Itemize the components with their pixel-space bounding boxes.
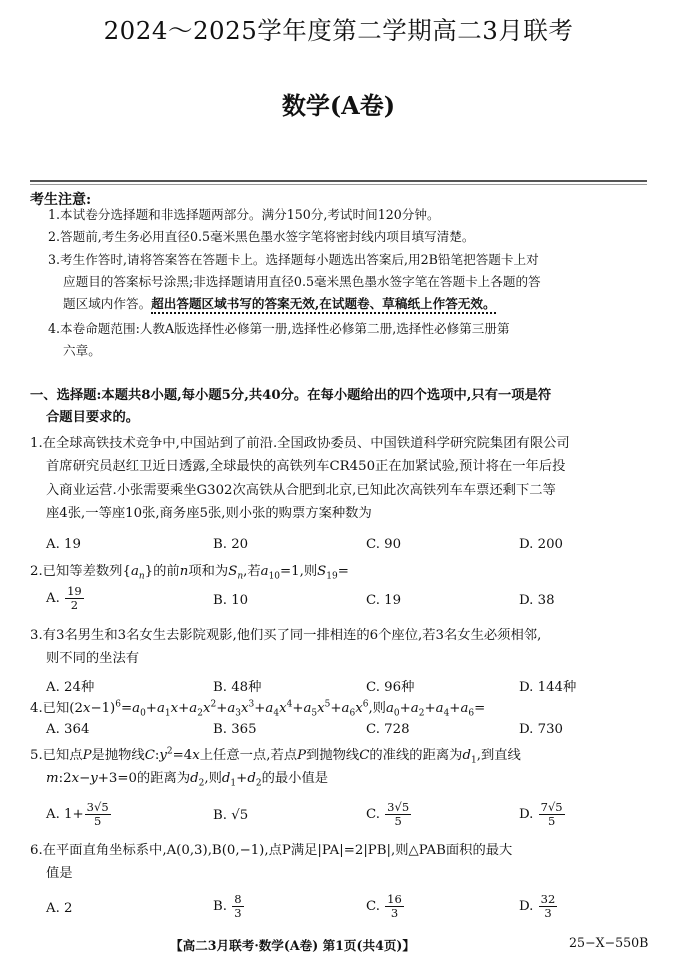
notice-item-3-line2: 应题目的答案标号涂黑;非选择题请用直径0.5毫米黑色墨水签字笔在答题卡上各题的答 [63, 274, 541, 289]
option-a [46, 801, 112, 828]
question-1-line4: 座4张,一等座10张,商务座5张,则小张的购票方案种数为 [46, 506, 372, 521]
footer-page-info: 【高二3月联考·数学(A卷) 第1页(共4页)】 [170, 938, 415, 953]
option-c: C. 90 [366, 537, 402, 552]
fraction [232, 893, 243, 920]
option-a [46, 585, 85, 612]
denominator: 5 [93, 814, 102, 828]
option-a: A. 19 [46, 537, 81, 552]
question-5-line1: 5.已知点P是抛物线$C:y^2=4x$上任意一点,若点P到抛物线C的准线的距离为$d_1$,到直线 [30, 746, 521, 766]
question-3-line1: 3.有3名男生和3名女生去影院观影,他们买了同一排相连的6个座位,若3名女生必须相邻, [30, 628, 542, 643]
option-d: D. 730 [519, 722, 564, 737]
notice-item-3-line1: 3.考生作答时,请将答案答在答题卡上。选择题每小题选出答案后,用2B铅笔把答题卡上对 [48, 252, 539, 267]
question-4-stem: 4.已知$(2x-1)^6=a_0+a_1x+a_2x^2+a_3x^3+a_4x^4+a_5x^5+a_6x^6$,则$a_0+a_2+a_4+a_6=$ [30, 699, 486, 719]
notice-item-4-line1: 4.本卷命题范围:人教A版选择性必修第一册,选择性必修第二册,选择性必修第三册第 [48, 321, 510, 336]
numerator: 19 [67, 584, 82, 598]
option-d: D. 144种 [519, 680, 577, 695]
option-label: A. 1+ [46, 807, 84, 822]
notice-text: 题区域内作答。 [63, 296, 152, 311]
divider [30, 184, 647, 185]
option-d [519, 893, 558, 920]
option-c [366, 893, 405, 920]
divider [30, 180, 647, 182]
option-label: D. [519, 899, 534, 914]
option-label: A. [46, 591, 60, 606]
question-6-line1: 6.在平面直角坐标系中,A(0,3),B(0,−1),点P满足|PA|=2|PB|,则△PAB面积的最大 [30, 843, 513, 858]
option-b: B. √5 [213, 808, 249, 823]
option-b [213, 893, 245, 920]
fraction [385, 801, 411, 828]
numerator: 16 [387, 892, 402, 906]
numerator: 3√5 [387, 800, 410, 814]
notice-item-3-line3 [63, 293, 496, 315]
numerator: 32 [540, 892, 556, 906]
option-d [519, 801, 566, 828]
question-3-line2: 则不同的坐法有 [46, 651, 140, 666]
exam-subtitle: 数学(A卷) [281, 91, 396, 120]
numerator: 3√5 [86, 800, 109, 814]
section-heading-line1: 一、选择题:本题共8小题,每小题5分,共40分。在每小题给出的四个选项中,只有一项是符 [30, 388, 552, 403]
fraction [539, 801, 565, 828]
notice-item-1: 1.本试卷分选择题和非选择题两部分。满分150分,考试时间120分钟。 [48, 207, 440, 222]
question-1-line1: 1.在全球高铁技术竞争中,中国站到了前沿.全国政协委员、中国铁道科学研究院集团有限公司 [30, 436, 570, 451]
fraction [65, 585, 84, 612]
option-c: C. 728 [366, 722, 410, 737]
fraction [85, 801, 111, 828]
question-5-line2: m:2x−y+3=0的距离为$d_2$,则$d_1+d_2$的最小值是 [46, 771, 329, 789]
question-6-line2: 值是 [46, 866, 73, 881]
notice-emphasis: 超出答题区域书写的答案无效,在试题卷、草稿纸上作答无效。 [151, 296, 495, 314]
option-label: C. [366, 807, 380, 822]
notice-item-2: 2.答题前,考生务必用直径0.5毫米黑色墨水签字笔将密封线内项目填写清楚。 [48, 229, 475, 244]
option-c: C. 19 [366, 593, 402, 608]
numerator: 8 [234, 892, 242, 906]
option-a: A. 24种 [46, 680, 95, 695]
notice-heading: 考生注意: [30, 192, 92, 208]
footer-code: 25−X−550B [569, 935, 649, 950]
question-1-line2: 首席研究员赵红卫近日透露,全球最快的高铁列车CR450正在加紧试验,预计将在一年后投 [46, 459, 566, 474]
option-a: A. 364 [46, 722, 90, 737]
option-c [366, 801, 412, 828]
exam-title: 2024～2025学年度第二学期高二3月联考 [103, 16, 574, 45]
option-label: C. [366, 899, 380, 914]
section-heading-line2: 合题目要求的。 [46, 410, 140, 425]
denominator: 5 [547, 814, 556, 828]
option-label: B. [213, 899, 227, 914]
fraction [539, 893, 558, 920]
question-2-stem: 2.已知等差数列$\{a_n\}$的前n项和为$S_n$,若$a_{10}=1$,则$S_{19}=$ [30, 564, 349, 582]
numerator: 7√5 [540, 800, 563, 814]
denominator: 3 [544, 906, 552, 920]
option-label: D. [519, 807, 534, 822]
option-b: B. 10 [213, 593, 249, 608]
option-b: B. 48种 [213, 680, 262, 695]
option-b: B. 20 [213, 537, 249, 552]
denominator: 3 [234, 906, 242, 920]
option-a: A. 2 [46, 901, 73, 916]
fraction [385, 893, 404, 920]
option-d: D. 200 [519, 537, 564, 552]
denominator: 5 [394, 814, 402, 828]
question-1-line3: 入商业运营.小张需要乘坐G302次高铁从合肥到北京,已知此次高铁列车车票还剩下二等 [46, 483, 556, 498]
option-d: D. 38 [519, 593, 555, 608]
notice-item-4-line2: 六章。 [63, 343, 101, 358]
denominator: 3 [390, 906, 399, 920]
option-b: B. 365 [213, 722, 257, 737]
option-c: C. 96种 [366, 680, 415, 695]
denominator: 2 [70, 598, 79, 612]
